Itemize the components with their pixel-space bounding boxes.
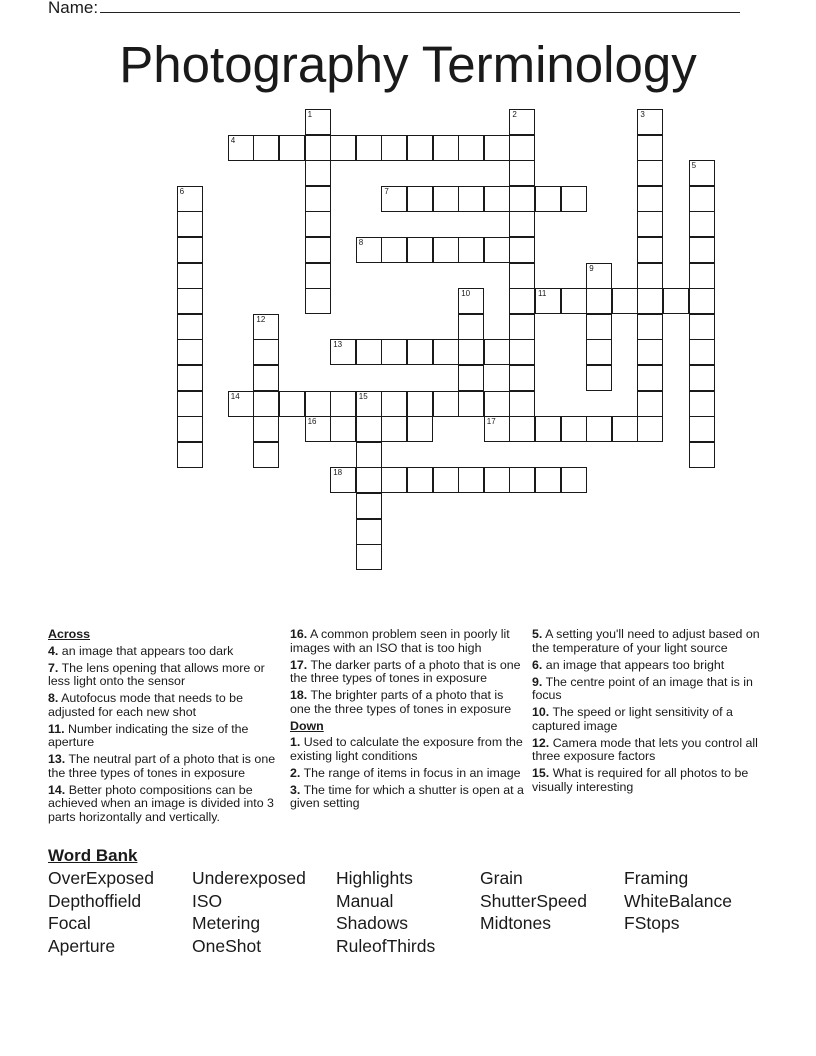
crossword-cell[interactable] [535, 467, 561, 493]
crossword-cell[interactable] [177, 186, 203, 212]
clue-down: 5. A setting you'll need to adjust based on the temperature of your light source [532, 627, 760, 655]
clue-number: 17 [486, 417, 496, 427]
crossword-cell[interactable] [561, 416, 587, 442]
crossword-cell[interactable] [535, 288, 561, 314]
word-bank [48, 867, 768, 957]
crossword-cell[interactable] [305, 288, 331, 314]
crossword-cell[interactable] [535, 186, 561, 212]
crossword-cell[interactable] [407, 391, 433, 417]
crossword-cell[interactable] [509, 237, 535, 263]
crossword-cell[interactable] [305, 416, 331, 442]
clues-column-3 [532, 628, 768, 798]
crossword-cell[interactable] [356, 493, 382, 519]
crossword-cell[interactable] [356, 135, 382, 161]
clue-down: 1. Used to calculate the exposure from the existing light conditions [290, 735, 523, 763]
clue-number: 9 [589, 263, 594, 273]
crossword-cell[interactable] [407, 416, 433, 442]
crossword-cell[interactable] [305, 263, 331, 289]
crossword-cell[interactable] [458, 339, 484, 365]
clue-number: 14 [230, 391, 240, 401]
crossword-cell[interactable] [561, 288, 587, 314]
crossword-cell[interactable] [381, 339, 407, 365]
crossword-cell[interactable] [509, 186, 535, 212]
crossword-cell[interactable] [253, 391, 279, 417]
crossword-cell[interactable] [407, 467, 433, 493]
down-heading: Down [290, 718, 324, 733]
crossword-cell[interactable] [279, 135, 305, 161]
crossword-cell[interactable] [330, 416, 356, 442]
crossword-cell[interactable] [407, 237, 433, 263]
crossword-cell[interactable] [484, 467, 510, 493]
word-bank-item: Depthoffield [48, 890, 142, 911]
crossword-cell[interactable] [433, 237, 459, 263]
clue-down: 10. The speed or light sensitivity of a captured image [532, 705, 733, 733]
crossword-cell[interactable] [458, 467, 484, 493]
crossword-cell[interactable] [253, 365, 279, 391]
crossword-cell[interactable] [484, 391, 510, 417]
crossword-cell[interactable] [458, 391, 484, 417]
clue-number: 10 [461, 289, 471, 299]
crossword-cell[interactable] [433, 135, 459, 161]
crossword-cell[interactable] [253, 135, 279, 161]
word-bank-item: Midtones [480, 913, 552, 933]
crossword-cell[interactable] [253, 314, 279, 340]
clue-across: 16. A common problem seen in poorly lit images with an ISO that is too high [290, 627, 510, 655]
crossword-cell[interactable] [228, 391, 254, 417]
word-bank-item: Framing [624, 868, 689, 888]
clues-column-2 [290, 628, 526, 814]
crossword-cell[interactable] [637, 391, 663, 417]
crossword-cell[interactable] [637, 237, 663, 263]
across-heading: Across [48, 627, 91, 641]
crossword-cell[interactable] [689, 237, 715, 263]
crossword-cell[interactable] [253, 339, 279, 365]
crossword-cell[interactable] [433, 391, 459, 417]
crossword-cell[interactable] [637, 314, 663, 340]
clue-number: 15 [358, 391, 368, 401]
clue-down: 6. an image that appears too bright [532, 657, 725, 672]
word-bank-item: Metering [192, 913, 261, 933]
crossword-cell[interactable] [458, 237, 484, 263]
crossword-cell[interactable] [407, 135, 433, 161]
crossword-cell[interactable] [509, 160, 535, 186]
crossword-cell[interactable] [689, 211, 715, 237]
word-bank-item: FStops [624, 913, 680, 933]
word-bank-item: Focal [48, 913, 91, 933]
crossword-cell[interactable] [433, 339, 459, 365]
crossword-cell[interactable] [356, 442, 382, 468]
clue-number: 3 [640, 110, 645, 119]
clue-number: 12 [256, 314, 266, 324]
crossword-cell[interactable] [689, 442, 715, 468]
crossword-cell[interactable] [177, 442, 203, 468]
word-bank-item: Shadows [336, 913, 408, 933]
crossword-cell[interactable] [509, 135, 535, 161]
crossword-cell[interactable] [381, 135, 407, 161]
word-bank-item: WhiteBalance [624, 890, 732, 911]
word-bank-item: ISO [192, 890, 223, 911]
crossword-cell[interactable] [177, 211, 203, 237]
crossword-cell[interactable] [663, 288, 689, 314]
crossword-cell[interactable] [330, 391, 356, 417]
crossword-cell[interactable] [381, 416, 407, 442]
crossword-cell[interactable] [586, 365, 612, 391]
crossword-cell[interactable] [305, 109, 331, 135]
crossword-cell[interactable] [177, 288, 203, 314]
crossword-cell[interactable] [637, 365, 663, 391]
clue-down: 3. The time for which a shutter is open at a given setting [290, 782, 524, 810]
clue-number: 5 [691, 161, 697, 171]
word-bank-title: Word Bank [48, 846, 138, 865]
crossword-cell[interactable] [484, 135, 510, 161]
crossword-cell[interactable] [407, 186, 433, 212]
crossword-cell[interactable] [253, 442, 279, 468]
clue-across: 11. Number indicating the size of the aperture [48, 721, 249, 749]
crossword-cell[interactable] [458, 186, 484, 212]
crossword-cell[interactable] [253, 416, 279, 442]
crossword-cell[interactable] [509, 391, 535, 417]
crossword-cell[interactable] [433, 467, 459, 493]
crossword-cell[interactable] [509, 288, 535, 314]
clue-across: 18. The brighter parts of a photo that is one the three types of tones in exposure [290, 688, 512, 716]
crossword-cell[interactable] [407, 339, 433, 365]
crossword-cell[interactable] [689, 263, 715, 289]
crossword-cell[interactable] [305, 237, 331, 263]
crossword-cell[interactable] [586, 288, 612, 314]
clue-number: 13 [333, 340, 343, 350]
crossword-cell[interactable] [356, 519, 382, 545]
crossword-cell[interactable] [689, 314, 715, 340]
clue-across: 17. The darker parts of a photo that is one the three types of tones in exposure [290, 657, 521, 685]
clue-across: 13. The neutral part of a photo that is one the three types of tones in exposure [48, 752, 276, 780]
crossword-cell[interactable] [330, 467, 356, 493]
clue-across: 14. Better photo compositions can be achieved when an image is divided into 3 parts horizontally and vertically. [48, 782, 274, 824]
clue-number: 2 [512, 110, 517, 119]
crossword-cell[interactable] [509, 109, 535, 135]
word-bank-item: Grain [480, 868, 523, 888]
crossword-cell[interactable] [637, 135, 663, 161]
crossword-cell[interactable] [356, 391, 382, 417]
word-bank-item: Aperture [48, 935, 116, 956]
clue-number: 1 [307, 110, 313, 119]
crossword-cell[interactable] [279, 391, 305, 417]
crossword-cell[interactable] [484, 186, 510, 212]
crossword-cell[interactable] [689, 160, 715, 186]
crossword-cell[interactable] [177, 237, 203, 263]
crossword-cell[interactable] [177, 365, 203, 391]
crossword-cell[interactable] [381, 237, 407, 263]
clue-across: 8. Autofocus mode that needs to be adjusted for each new shot [48, 691, 243, 719]
crossword-cell[interactable] [561, 186, 587, 212]
clue-across: 7. The lens opening that allows more or less light onto the sensor [48, 660, 265, 688]
clues-column-1 [48, 628, 284, 828]
crossword-cell[interactable] [356, 467, 382, 493]
crossword-cell[interactable] [586, 416, 612, 442]
clue-number: 8 [358, 238, 364, 247]
crossword-cell[interactable] [177, 339, 203, 365]
crossword-cell[interactable] [458, 365, 484, 391]
crossword-cell[interactable] [381, 391, 407, 417]
crossword-cell[interactable] [637, 186, 663, 212]
crossword-cell[interactable] [689, 416, 715, 442]
crossword-cell[interactable] [637, 109, 663, 135]
crossword-cell[interactable] [305, 186, 331, 212]
word-bank-item: RuleofThirds [336, 935, 436, 956]
crossword-cell[interactable] [612, 288, 638, 314]
crossword-cell[interactable] [586, 263, 612, 289]
crossword-cell[interactable] [689, 288, 715, 314]
page-title: Photography Terminology [119, 36, 697, 93]
crossword-cell[interactable] [330, 339, 356, 365]
crossword-cell[interactable] [356, 237, 382, 263]
clue-down: 2. The range of items in focus in an image [290, 765, 521, 780]
crossword-cell[interactable] [484, 237, 510, 263]
crossword-cell[interactable] [586, 314, 612, 340]
crossword-cell[interactable] [637, 339, 663, 365]
crossword-cell[interactable] [381, 186, 407, 212]
crossword-cell[interactable] [637, 160, 663, 186]
crossword-cell[interactable] [177, 263, 203, 289]
crossword-cell[interactable] [458, 314, 484, 340]
crossword-cell[interactable] [305, 211, 331, 237]
crossword-cell[interactable] [637, 263, 663, 289]
crossword-cell[interactable] [561, 467, 587, 493]
crossword-cell[interactable] [637, 211, 663, 237]
word-bank-item: OneShot [192, 935, 262, 956]
clue-number: 18 [333, 468, 343, 478]
clue-down: 15. What is required for all photos to be visually interesting [532, 766, 749, 794]
crossword-cell[interactable] [637, 288, 663, 314]
crossword-cell[interactable] [509, 211, 535, 237]
crossword-cell[interactable] [586, 339, 612, 365]
crossword-cell[interactable] [305, 135, 331, 161]
crossword-cell[interactable] [484, 339, 510, 365]
crossword-cell[interactable] [356, 416, 382, 442]
crossword-cell[interactable] [177, 314, 203, 340]
clue-number: 16 [307, 417, 317, 427]
crossword-cell[interactable] [689, 365, 715, 391]
crossword-cell[interactable] [177, 416, 203, 442]
crossword-cell[interactable] [509, 416, 535, 442]
word-bank-item: Manual [336, 890, 394, 911]
crossword-cell[interactable] [509, 365, 535, 391]
crossword-cell[interactable] [509, 339, 535, 365]
clue-number: 7 [384, 186, 389, 196]
clue-number: 11 [538, 289, 547, 299]
word-bank-item: ShutterSpeed [480, 890, 588, 911]
crossword-cell[interactable] [433, 186, 459, 212]
crossword-cell[interactable] [305, 160, 331, 186]
crossword-cell[interactable] [381, 467, 407, 493]
crossword-cell[interactable] [535, 416, 561, 442]
crossword-cell[interactable] [689, 186, 715, 212]
crossword-cell[interactable] [305, 391, 331, 417]
clue-down: 12. Camera mode that lets you control all three exposure factors [532, 735, 758, 763]
word-bank-item: Highlights [336, 868, 413, 888]
crossword-cell[interactable] [458, 135, 484, 161]
clue-number: 4 [230, 135, 236, 145]
word-bank-item: Underexposed [192, 868, 306, 888]
clue-across: 4. an image that appears too dark [48, 643, 234, 658]
name-label: Name: [48, 0, 99, 17]
crossword-cell[interactable] [228, 135, 254, 161]
crossword-cell[interactable] [509, 263, 535, 289]
crossword-cell[interactable] [356, 544, 382, 570]
crossword-cell[interactable] [330, 135, 356, 161]
word-bank-item: OverExposed [48, 868, 155, 888]
clue-down: 9. The centre point of an image that is in focus [532, 674, 753, 702]
crossword-cell[interactable] [637, 416, 663, 442]
crossword-cell[interactable] [356, 339, 382, 365]
crossword-cell[interactable] [484, 416, 510, 442]
clue-number: 6 [179, 186, 185, 196]
crossword-cell[interactable] [689, 339, 715, 365]
crossword-cell[interactable] [177, 391, 203, 417]
crossword-cell[interactable] [509, 467, 535, 493]
crossword-cell[interactable] [612, 416, 638, 442]
crossword-cell[interactable] [458, 288, 484, 314]
crossword-cell[interactable] [689, 391, 715, 417]
crossword-cell[interactable] [509, 314, 535, 340]
